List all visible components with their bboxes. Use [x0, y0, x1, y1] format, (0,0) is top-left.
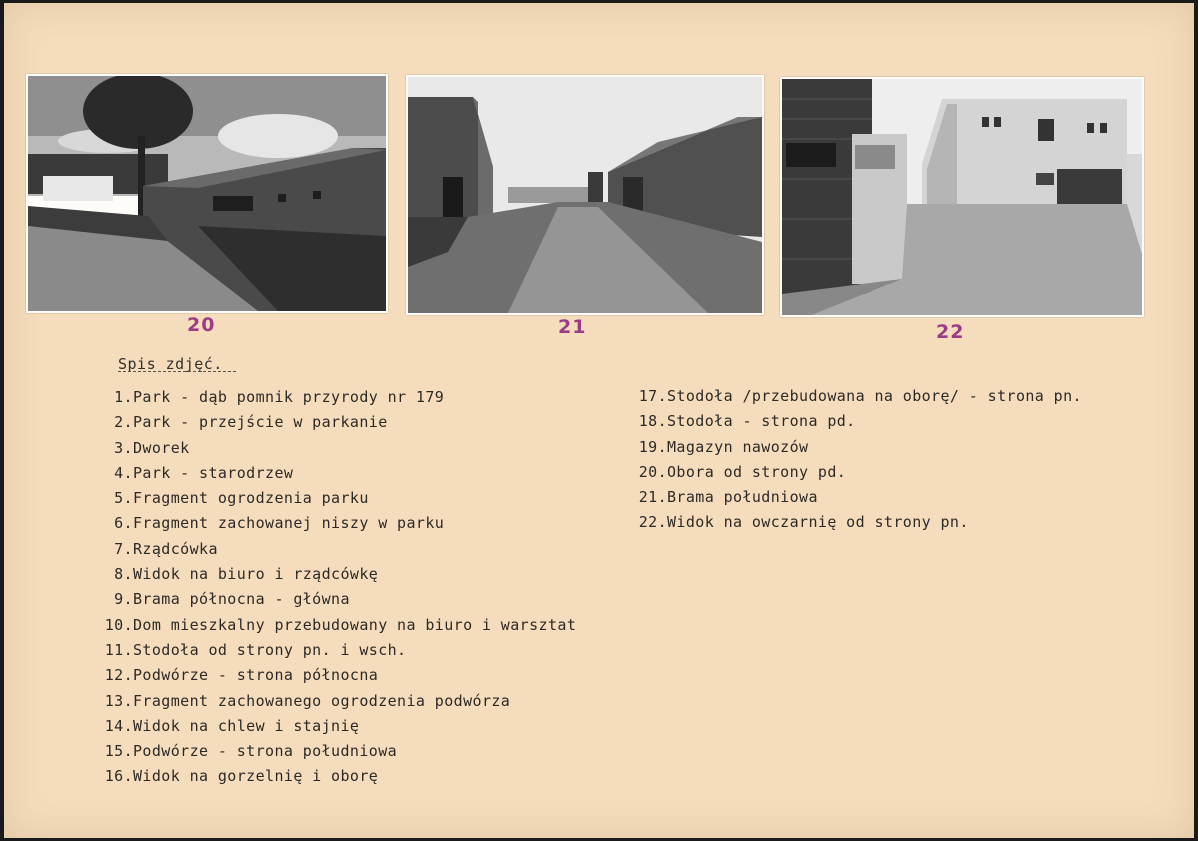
- photo-21: [406, 75, 764, 315]
- photo-20: [26, 74, 388, 313]
- list-item: 21.Brama południowa: [638, 488, 818, 507]
- photo-number-21: 21: [558, 316, 587, 338]
- list-item: 22.Widok na owczarnię od strony pn.: [638, 513, 969, 532]
- list-item: 14.Widok na chlew i stajnię: [104, 716, 360, 735]
- photo-number-20: 20: [187, 314, 216, 336]
- photo-list-right: [634, 387, 1082, 539]
- list-item: 4.Park - starodrzew: [114, 463, 294, 482]
- document-sheet: [4, 3, 1194, 838]
- list-item: 20.Obora od strony pd.: [638, 462, 847, 481]
- list-item: 15.Podwórze - strona południowa: [104, 742, 398, 761]
- list-item: 6.Fragment zachowanej niszy w parku: [114, 514, 445, 533]
- heading-underline: [118, 371, 236, 372]
- list-item: 17.Stodoła /przebudowana na oborę/ - strona pn.: [638, 387, 1082, 405]
- list-item: 7.Rządcówka: [114, 539, 218, 558]
- list-heading: [118, 355, 223, 373]
- photo-22-image: [782, 79, 1142, 315]
- photo-list-left: [100, 388, 576, 793]
- list-item: 11.Stodoła od strony pn. i wsch.: [104, 640, 407, 659]
- list-item: 19.Magazyn nawozów: [638, 437, 809, 456]
- list-item: 16.Widok na gorzelnię i oborę: [104, 767, 379, 786]
- photo-22: [780, 77, 1144, 317]
- photo-number-22: 22: [936, 321, 965, 343]
- list-item: 3.Dworek: [114, 438, 190, 457]
- photo-21-image: [408, 77, 762, 313]
- list-item: 12.Podwórze - strona północna: [104, 666, 379, 685]
- list-item: 8.Widok na biuro i rządcówkę: [114, 565, 379, 584]
- list-item: 5.Fragment ogrodzenia parku: [114, 489, 369, 508]
- list-item: 13.Fragment zachowanego ogrodzenia podwórza: [104, 691, 511, 710]
- list-item: 10.Dom mieszkalny przebudowany na biuro i warsztat: [104, 615, 577, 634]
- list-heading-text: Spis zdjęć.: [118, 355, 223, 373]
- list-item: 1.Park - dąb pomnik przyrody nr 179: [114, 388, 445, 406]
- photo-20-image: [28, 76, 386, 311]
- list-item: 9.Brama północna - główna: [114, 590, 350, 609]
- list-item: 2.Park - przejście w parkanie: [114, 413, 388, 432]
- list-item: 18.Stodoła - strona pd.: [638, 412, 856, 431]
